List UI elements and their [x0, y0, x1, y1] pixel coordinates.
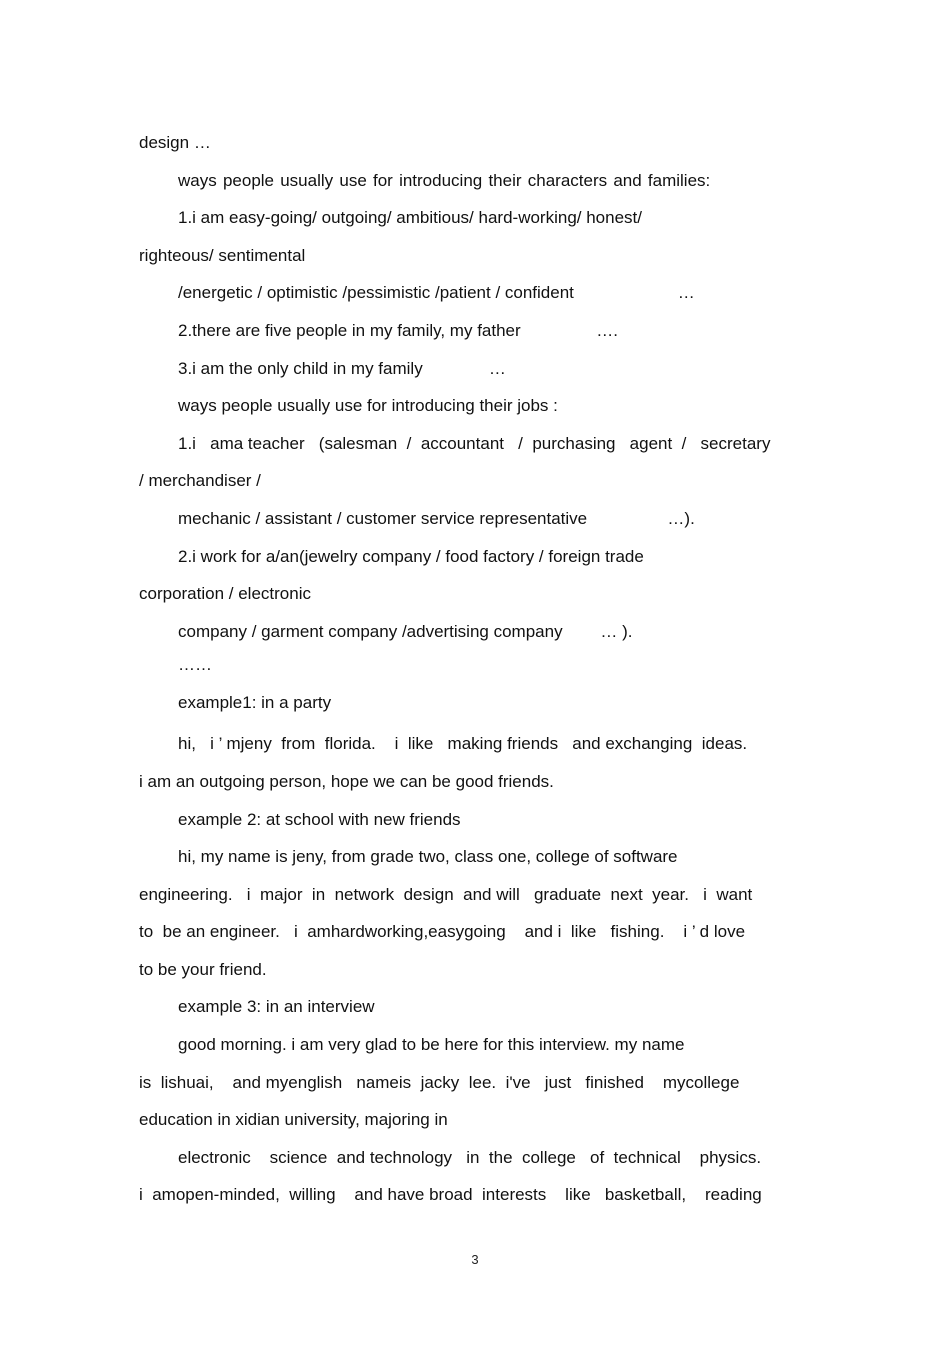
text-line: 2.there are five people in my family, my father ….: [178, 320, 618, 340]
text-line: corporation / electronic: [139, 584, 311, 604]
text-line: i am an outgoing person, hope we can be good friends.: [139, 771, 554, 791]
text-line: to be an engineer. i amhardworking,easygoing and i like fishing. i ’ d love: [139, 922, 746, 942]
text-line: ……: [178, 655, 212, 675]
text-line: righteous/ sentimental: [139, 245, 306, 265]
text-line: engineering. i major in network design and will graduate next year. i want: [139, 884, 753, 904]
text-line: / merchandiser /: [139, 471, 261, 491]
text-line: 2.i work for a/an(jewelry company / food factory / foreign trade: [178, 546, 644, 566]
page-content: [139, 124, 809, 1214]
text-line: mechanic / assistant / customer service representative …).: [178, 508, 695, 528]
text-line: good morning. i am very glad to be here for this interview. my name: [178, 1035, 685, 1055]
text-line: 3.i am the only child in my family …: [178, 358, 506, 378]
text-line: company / garment company /advertising company … ).: [178, 621, 633, 641]
text-line: hi, my name is jeny, from grade two, class one, college of software: [178, 847, 678, 867]
text-line: design …: [139, 133, 211, 152]
text-line: 1.i ama teacher (salesman / accountant / purchasing agent / secretary: [178, 433, 771, 453]
text-line: to be your friend.: [139, 959, 267, 979]
text-line: i amopen-minded, willing and have broad interests like basketball, reading: [139, 1185, 762, 1205]
page-number: 3: [471, 1252, 479, 1267]
text-line: hi, i ’ mjeny from florida. i like making friends and exchanging ideas.: [178, 734, 748, 754]
text-line: education in xidian university, majoring in: [139, 1110, 448, 1130]
text-line: /energetic / optimistic /pessimistic /patient / confident …: [178, 283, 695, 303]
text-line: ways people usually use for introducing their characters and families:: [178, 170, 711, 190]
text-line: is lishuai, and myenglish nameis jacky lee. i've just finished mycollege: [139, 1072, 740, 1092]
text-line: electronic science and technology in the college of technical physics.: [178, 1147, 762, 1167]
text-line: example 3: in an interview: [178, 997, 375, 1017]
text-line: example1: in a party: [178, 693, 332, 713]
text-line: ways people usually use for introducing their jobs :: [178, 396, 558, 416]
text-line: 1.i am easy-going/ outgoing/ ambitious/ hard-working/ honest/: [178, 208, 642, 228]
text-line: example 2: at school with new friends: [178, 809, 461, 829]
